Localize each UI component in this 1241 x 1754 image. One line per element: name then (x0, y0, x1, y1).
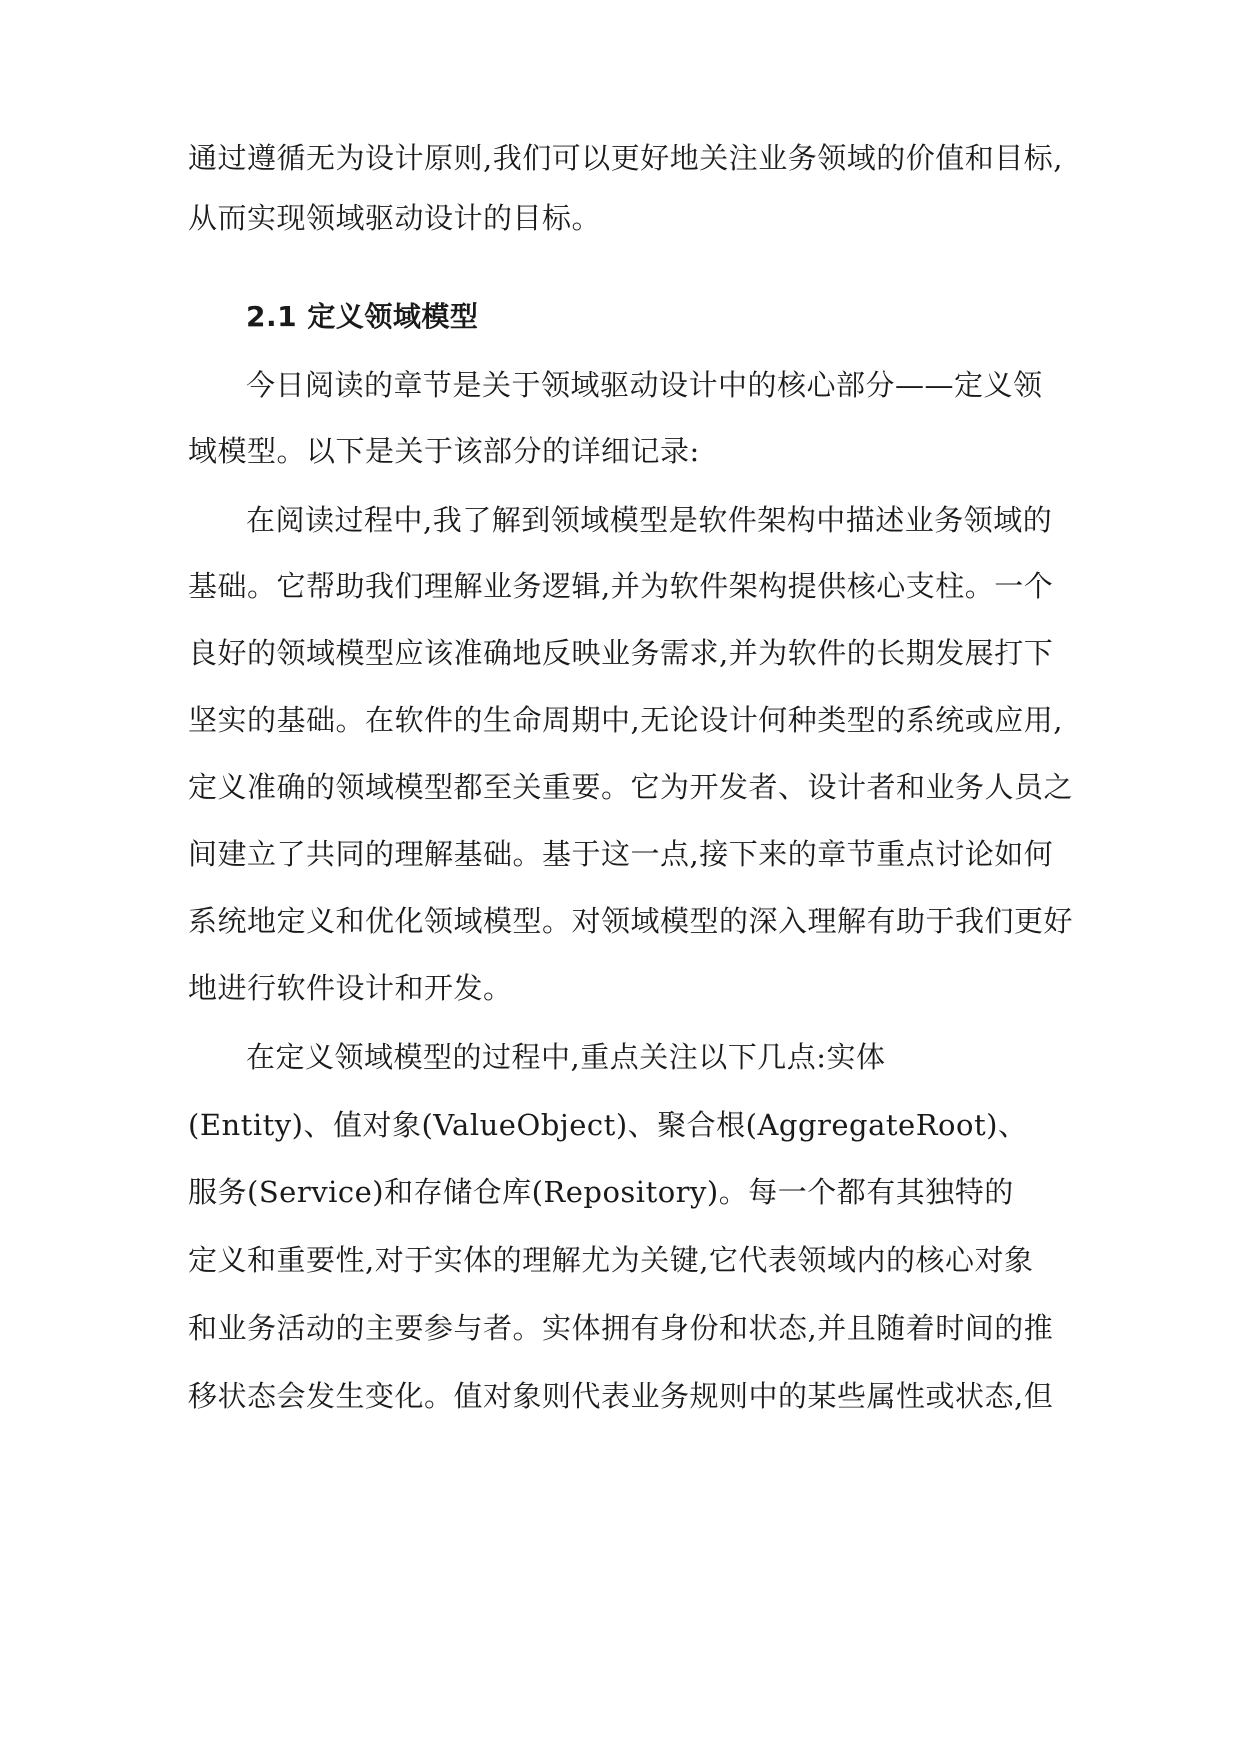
paragraph-3-line-6: 移状态会发生变化。值对象则代表业务规则中的某些属性或状态,但 (188, 1379, 1054, 1413)
paragraph-3-line-4: 定义和重要性,对于实体的理解尤为关键,它代表领域内的核心对象 (188, 1243, 1034, 1277)
section-heading: 2.1 定义领域模型 (246, 300, 479, 333)
intro-line-2: 从而实现领域驱动设计的目标。 (188, 201, 602, 235)
paragraph-1-line-2: 域模型。以下是关于该部分的详细记录: (188, 434, 700, 468)
paragraph-3-line-2: (Entity)、值对象(ValueObject)、聚合根(AggregateRoot)、 (188, 1108, 1028, 1142)
paragraph-2-line-1: 在阅读过程中,我了解到领域模型是软件架构中描述业务领域的 (246, 503, 1053, 537)
paragraph-2-line-4: 坚实的基础。在软件的生命周期中,无论设计何种类型的系统或应用, (188, 703, 1063, 737)
paragraph-1-line-1: 今日阅读的章节是关于领域驱动设计中的核心部分——定义领 (246, 368, 1043, 402)
paragraph-2-line-8: 地进行软件设计和开发。 (188, 971, 513, 1005)
paragraph-3-line-5: 和业务活动的主要参与者。实体拥有身份和状态,并且随着时间的推 (188, 1311, 1054, 1345)
paragraph-2-line-6: 间建立了共同的理解基础。基于这一点,接下来的章节重点讨论如何 (188, 837, 1054, 871)
paragraph-2-line-7: 系统地定义和优化领域模型。对领域模型的深入理解有助于我们更好 (188, 904, 1074, 938)
paragraph-3-line-3: 服务(Service)和存储仓库(Repository)。每一个都有其独特的 (188, 1175, 1014, 1209)
paragraph-2-line-5: 定义准确的领域模型都至关重要。它为开发者、设计者和业务人员之 (188, 770, 1074, 804)
paragraph-2-line-2: 基础。它帮助我们理解业务逻辑,并为软件架构提供核心支柱。一个 (188, 569, 1054, 603)
paragraph-2-line-3: 良好的领域模型应该准确地反映业务需求,并为软件的长期发展打下 (188, 636, 1054, 670)
paragraph-3-line-1: 在定义领域模型的过程中,重点关注以下几点:实体 (246, 1040, 886, 1074)
intro-line-1: 通过遵循无为设计原则,我们可以更好地关注业务领域的价值和目标, (188, 141, 1063, 175)
